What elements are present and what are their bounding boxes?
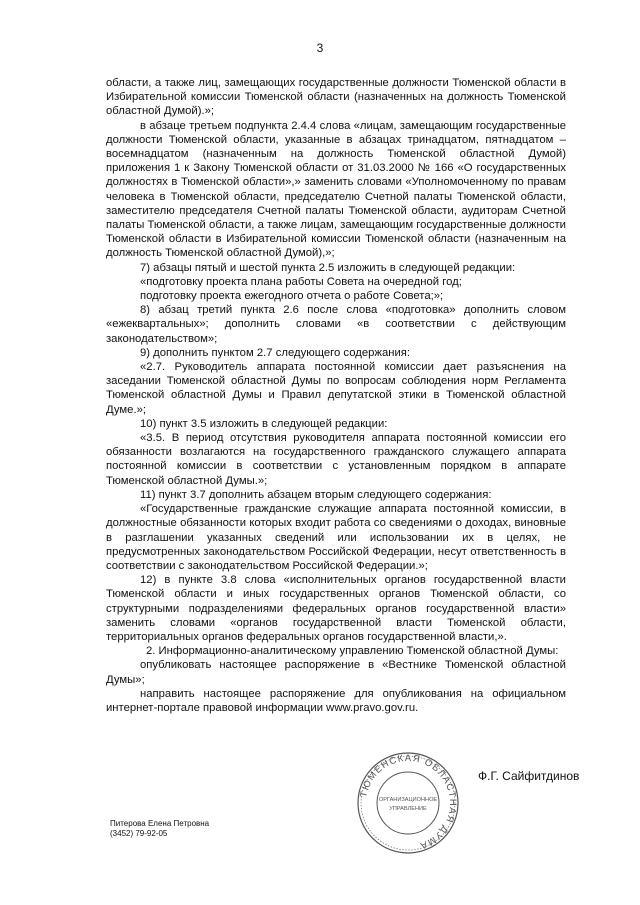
paragraph: опубликовать настоящее распоряжение в «Вестнике Тюменской областной Думы»; [106,659,566,686]
paragraph: 7) абзацы пятый и шестой пункта 2.5 изложить в следующей редакции: [140,261,516,274]
seal-center-line-2: УПРАВЛЕНИЕ [389,806,427,812]
paragraph: 2. Информационно-аналитическому управлению Тюменской областной Думы: [146,645,559,658]
paragraph: направить настоящее распоряжение для опубликования на официальном интернет-портале правовой информации www.pravo.gov.ru. [106,687,566,714]
paragraph: подготовку проекта ежегодного отчета о работе Совета;»; [140,290,444,303]
document-body [106,76,566,715]
paragraph: 10) пункт 3.5 изложить в следующей редакции: [140,417,388,430]
paragraph: «2.7. Руководитель аппарата постоянной комиссии дает разъяснения на заседании Тюменской областной Думы по вопросам соблюдения норм Регламента Тюменской областной Думы и Правил депутатской этики в Тюменской областной Думе.»; [106,361,566,416]
paragraph: 12) в пункте 3.8 слова «исполнительных органов государственной власти Тюменской области и иных государственных органов Тюменской области, со структурными подразделениями федеральных органов государственной власти» заменить словами «органов государственной власти Тюменской области, территориальных органов федеральных органов государственной власти,». [106,574,566,643]
signatory-name: Ф.Г. Сайфитдинов [478,769,580,783]
paragraph: «подготовку проекта плана работы Совета на очередной год; [140,275,462,288]
executor-name: Питерова Елена Петровна [110,819,210,828]
paragraph: «3.5. В период отсутствия руководителя аппарата постоянной комиссии его обязанности возлагаются на государственного гражданского служащего аппарата постоянной комиссии в соответствии с установленным порядком в аппарате Тюменской областной Думы.»; [106,432,566,487]
paragraph: в абзаце третьем подпункта 2.4.4 слова «лицам, замещающим государственные должности Тюменской области, указанные в абзацах тринадцатом, пятнадцатом – восемнадцатом (назначенным на должность Тюменской областной Думой) приложения 1 к Закону Тюменской области от 31.03.2000 № 166 «О государственных должностях в Тюменской области»,» заменить словами «Уполномоченному по правам человека в Тюменской области, председателю Счетной палаты Тюменской области, заместителю председателя Счетной палаты Тюменской области, аудиторам Счетной палаты Тюменской области, а также лицам, замещающим государственные должности Тюменской области в Избирательной комиссии Тюменской области (назначенным на должность Тюменской областной Думой),»; [106,119,566,260]
executor-phone: (3452) 79-92-05 [110,829,168,838]
paragraph: 8) абзац третий пункта 2.6 после слова «подготовка» дополнить словом «ежеквартальных»; дополнить словами «в соответствии с действующим законодательством»; [106,304,566,345]
seal-ring-text: ТЮМЕНСКАЯ ОБЛАСТНАЯ ДУМА [358,752,459,852]
organization-seal [356,751,460,855]
page-number: 3 [316,41,324,55]
paragraph: 11) пункт 3.7 дополнить абзацем вторым следующего содержания: [140,488,492,501]
paragraph: области, а также лиц, замещающих государственные должности Тюменской области в Избирательной комиссии Тюменской области (назначенных на должность Тюменской областной Думой).»; [106,77,566,118]
paragraph: «Государственные гражданские служащие аппарата постоянной комиссии, в должностные обязанности которых входит работа со сведениями о доходах, виновные в разглашении указанных сведений или использовании их в целях, не предусмотренных законодательством Российской Федерации, несут ответственность в соответствии с законодательством Российской Федерации.»; [106,503,566,572]
paragraph: 9) дополнить пунктом 2.7 следующего содержания: [140,346,411,359]
seal-center-line-1: ОРГАНИЗАЦИОННОЕ [378,797,438,803]
executor-contact [110,819,209,839]
